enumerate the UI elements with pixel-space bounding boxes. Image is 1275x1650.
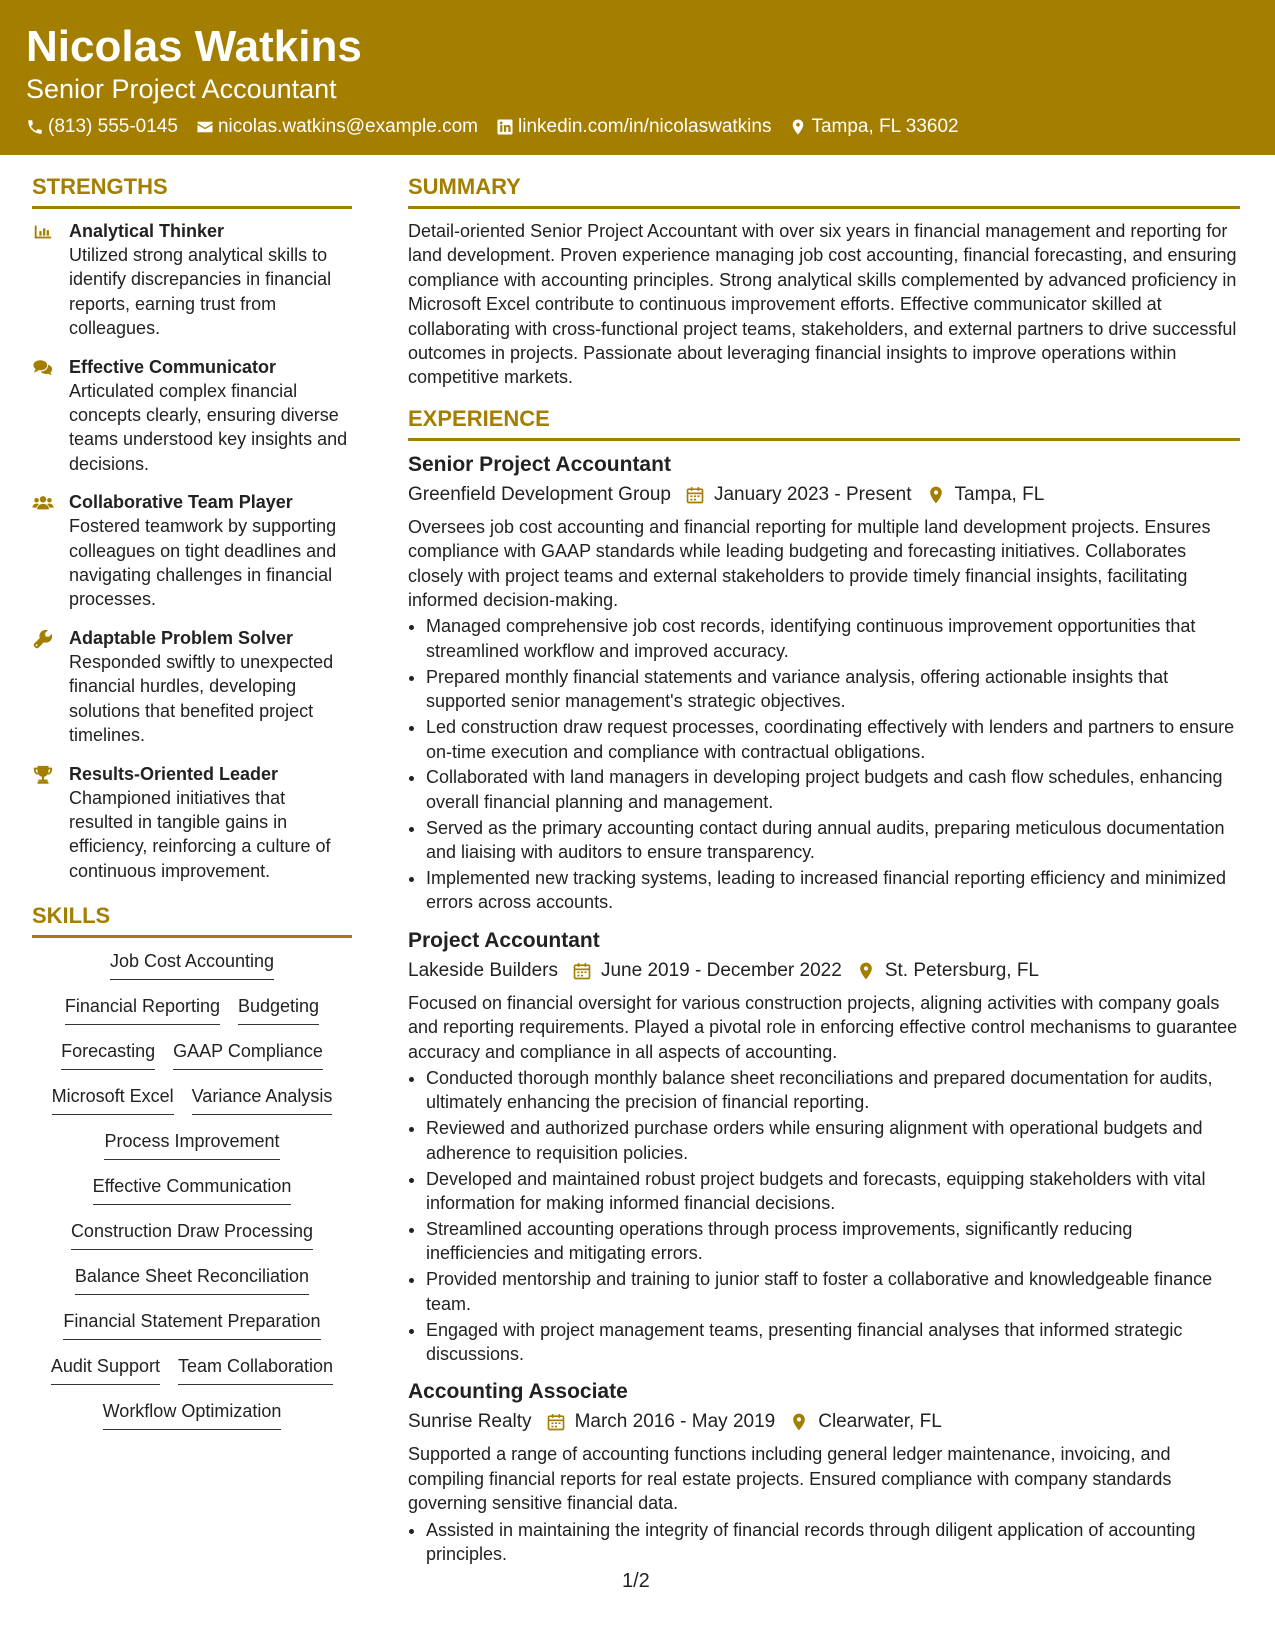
skill-tag: Balance Sheet Reconciliation [75, 1263, 309, 1295]
bullet-item: • Collaborated with land managers in developing project budgets and cash flow schedules, enhancing overall financial planning and management. [426, 765, 1240, 814]
bullet-item: • Served as the primary accounting contact during annual audits, preparing meticulous documentation and liaising with auditors to ensure transparency. [426, 816, 1240, 865]
phone-icon [26, 118, 44, 136]
job-description: Focused on financial oversight for various construction projects, aligning activities with company goals and reporting requirements. Played a pivotal role in enforcing effective control mechanisms to guarantee accuracy and compliance in all aspects of accounting. [408, 992, 1238, 1062]
job-entry [408, 927, 1240, 1367]
strength-title: Results-Oriented Leader [69, 763, 279, 784]
skill-tag: Effective Communication [93, 1173, 292, 1205]
skill-tag: Financial Reporting [65, 993, 220, 1025]
envelope-icon [196, 118, 214, 136]
calendar-icon [546, 1412, 566, 1432]
strength-desc: Utilized strong analytical skills to identify discrepancies in financial reports, earning trust from colleagues. [69, 245, 332, 339]
experience-list [408, 451, 1240, 1567]
job-bullets [408, 614, 1240, 914]
skill-tag: Process Improvement [104, 1128, 279, 1160]
skill-tag: Audit Support [51, 1353, 160, 1385]
bullet-item: • Assisted in maintaining the integrity of financial records through diligent application of accounting principles. [426, 1518, 1240, 1567]
calendar-icon [572, 961, 592, 981]
candidate-name: Nicolas Watkins [26, 22, 362, 71]
job-dates: January 2023 - Present [713, 483, 912, 505]
map-pin-icon [856, 961, 876, 981]
strength-desc: Responded swiftly to unexpected financial hurdles, developing solutions that benefited project timelines. [69, 651, 334, 746]
company-name: Lakeside Builders [408, 959, 558, 981]
skill-row [32, 948, 352, 980]
skill-row [32, 1263, 352, 1295]
skill-row [32, 1083, 352, 1115]
job-description: Oversees job cost accounting and financial reporting for multiple land development projects. Ensures compliance with GAAP standards while leading budgeting and forecasting initiatives. Collaborates closely with project teams and external stakeholders to provide timely financial insights, facilitating informed decision-making. [408, 516, 1211, 611]
job-description: Supported a range of accounting functions including general ledger maintenance, invoicing, and compiling financial reports for real estate projects. Ensured compliance with company standards governing sensitive financial data. [408, 1444, 1172, 1514]
bullet-item: • Streamlined accounting operations through process improvements, significantly reducing inefficiencies and mitigating errors. [426, 1217, 1240, 1266]
company-name: Sunrise Realty [408, 1411, 532, 1433]
job-bullets [408, 1518, 1240, 1567]
email-text[interactable]: nicolas.watkins@example.com [217, 116, 478, 137]
skill-row [32, 1173, 352, 1205]
job-location: St. Petersburg, FL [884, 959, 1039, 981]
skill-tag: Team Collaboration [178, 1353, 333, 1385]
page-number: 1/2 [622, 1570, 650, 1592]
bullet-item: • Engaged with project management teams, presenting financial analyses that informed strategic discussions. [426, 1318, 1240, 1367]
contact-location [789, 116, 958, 138]
strength-desc: Articulated complex financial concepts clearly, ensuring diverse teams understood key insights and decisions. [69, 380, 348, 474]
experience-heading: EXPERIENCE [408, 406, 1240, 441]
job-meta [408, 957, 1240, 985]
bullet-item: • Managed comprehensive job cost records, identifying continuous improvement opportunities that streamlined workflow and improved accuracy. [426, 614, 1240, 663]
strength-desc: Championed initiatives that resulted in tangible gains in efficiency, reinforcing a culture of continuous improvement. [69, 787, 331, 881]
strength-title: Adaptable Problem Solver [69, 627, 294, 648]
left-column [32, 174, 352, 1443]
job-title: Project Accountant [408, 928, 600, 952]
bullet-item: • Provided mentorship and training to junior staff to foster a collaborative and knowledgeable finance team. [426, 1267, 1240, 1316]
strength-item [32, 762, 352, 884]
summary-heading: SUMMARY [408, 174, 1240, 209]
bullet-item: • Prepared monthly financial statements and variance analysis, offering actionable insights that supported senior management's strategic objectives. [426, 665, 1240, 714]
contact-email[interactable] [196, 116, 478, 138]
job-location: Tampa, FL [954, 483, 1045, 505]
skill-tag: Variance Analysis [192, 1083, 333, 1115]
candidate-title: Senior Project Accountant [26, 74, 337, 104]
skill-tag: Budgeting [238, 993, 319, 1025]
job-meta [408, 481, 1240, 509]
skill-tag: Job Cost Accounting [110, 948, 274, 980]
map-pin-icon [926, 485, 946, 505]
strength-title: Collaborative Team Player [69, 492, 293, 513]
job-entry [408, 451, 1240, 915]
skills-list [32, 948, 352, 1430]
trophy-icon [32, 762, 54, 786]
job-location: Clearwater, FL [818, 1411, 942, 1433]
company-name: Greenfield Development Group [408, 483, 671, 505]
contact-phone [26, 116, 178, 138]
job-dates: March 2016 - May 2019 [574, 1411, 776, 1433]
contact-linkedin[interactable] [496, 116, 771, 138]
skill-tag: GAAP Compliance [173, 1038, 323, 1070]
bullet-item: • Conducted thorough monthly balance sheet reconciliations and prepared documentation for audits, ultimately enhancing the precision of financial reporting. [426, 1066, 1240, 1115]
resume-header [0, 0, 1275, 155]
skill-tag: Construction Draw Processing [71, 1218, 313, 1250]
bullet-item: • Developed and maintained robust project budgets and forecasts, equipping stakeholders with vital information for making informed financial decisions. [426, 1167, 1240, 1216]
strength-item [32, 219, 352, 341]
summary-text: Detail-oriented Senior Project Accountant with over six years in financial management and reporting for land development. Proven experience managing job cost accounting, financial forecasting, and ensuring compliance with accounting principles. Strong analytical skills complemented by advanced proficiency in Microsoft Excel contribute to continuous improvement efforts. Effective communicator skilled at collaborating with cross-functional project teams, stakeholders, and external partners to drive successful outcomes in projects. Passionate about leveraging financial insights to improve operations within competitive markets. [408, 221, 1237, 388]
job-title: Senior Project Accountant [408, 452, 671, 476]
skill-tag: Financial Statement Preparation [63, 1308, 320, 1340]
job-title: Accounting Associate [408, 1380, 628, 1404]
comments-icon [32, 355, 54, 379]
skill-row [32, 993, 352, 1025]
bullet-item: • Led construction draw request processes, coordinating effectively with lenders and partners to ensure on-time execution and compliance with contractual obligations. [426, 715, 1240, 764]
users-icon [32, 490, 54, 514]
skill-tag: Microsoft Excel [52, 1083, 174, 1115]
map-pin-icon [789, 1412, 809, 1432]
bullet-item: • Reviewed and authorized purchase orders while ensuring alignment with operational budgets and adherence to requisition policies. [426, 1116, 1240, 1165]
phone-text: (813) 555-0145 [48, 116, 178, 137]
strength-desc: Fostered teamwork by supporting colleagues on tight deadlines and navigating challenges in financial processes. [69, 516, 337, 610]
job-entry [408, 1378, 1240, 1566]
strength-title: Effective Communicator [69, 356, 277, 377]
skills-heading: SKILLS [32, 903, 352, 938]
job-dates: June 2019 - December 2022 [600, 959, 842, 981]
strength-item [32, 626, 352, 748]
wrench-icon [32, 626, 54, 650]
skills-section [32, 903, 352, 1430]
skill-row [32, 1308, 352, 1340]
job-bullets [408, 1066, 1240, 1366]
map-pin-icon [789, 118, 807, 136]
skill-tag: Forecasting [61, 1038, 155, 1070]
bar-chart-icon [32, 219, 54, 243]
location-text: Tampa, FL 33602 [811, 116, 959, 137]
skill-row [32, 1218, 352, 1250]
right-column [408, 174, 1240, 1578]
job-meta [408, 1408, 1240, 1436]
skill-row [32, 1353, 352, 1385]
strength-item [32, 490, 352, 612]
skill-row [32, 1128, 352, 1160]
strength-item [32, 355, 352, 477]
calendar-icon [685, 485, 705, 505]
linkedin-text[interactable]: linkedin.com/in/nicolaswatkins [518, 116, 772, 137]
contact-bar [26, 116, 977, 138]
linkedin-icon [496, 118, 514, 136]
strength-title: Analytical Thinker [69, 221, 225, 241]
skill-row [32, 1038, 352, 1070]
skill-tag: Workflow Optimization [103, 1398, 282, 1430]
skill-row [32, 1398, 352, 1430]
bullet-item: • Implemented new tracking systems, leading to increased financial reporting efficiency and minimized errors across accounts. [426, 866, 1240, 915]
strengths-heading: STRENGTHS [32, 174, 352, 209]
